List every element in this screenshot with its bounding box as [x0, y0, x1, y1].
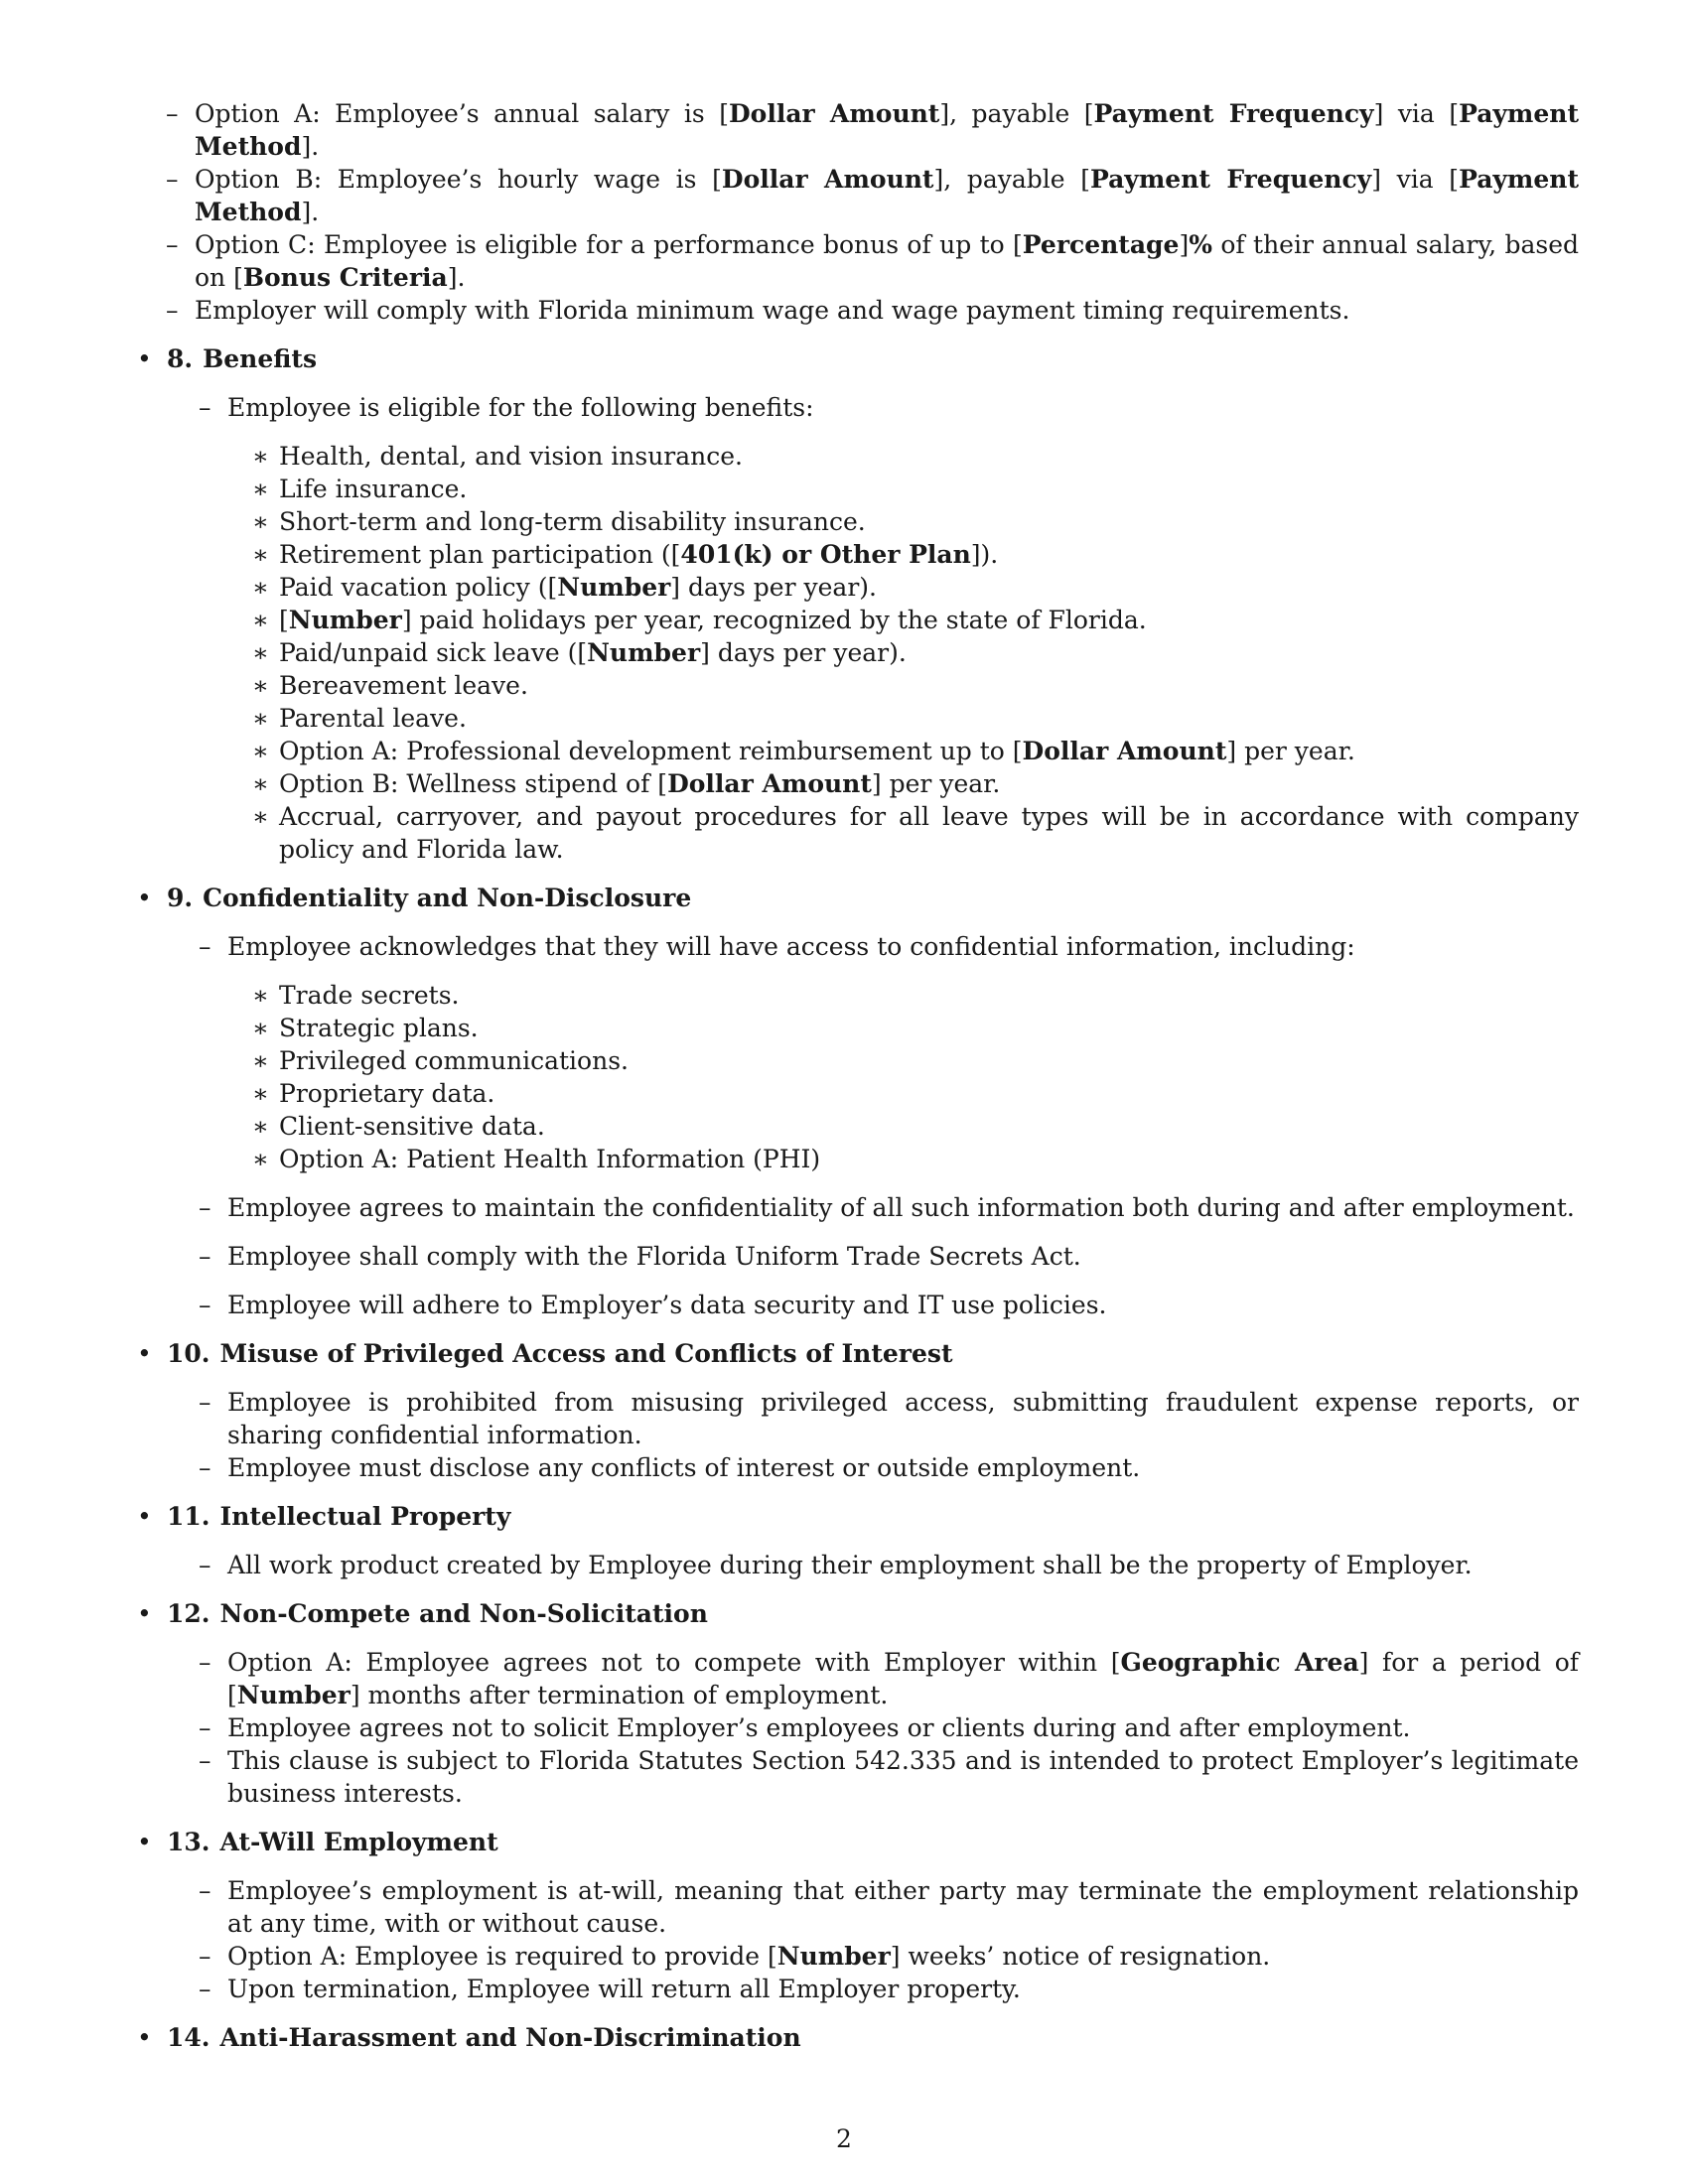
list-item: ∗ Proprietary data. — [279, 1077, 1579, 1110]
section-heading: • 14. Anti-Harassment and Non-Discrimination — [167, 2023, 801, 2052]
list-item: – Option A: Employee’s annual salary is [Dollar Amount], payable [Payment Frequency] via [Payment Method]. — [195, 97, 1579, 163]
confidential-info-sublist — [227, 979, 1579, 1175]
list-item: – Employee acknowledges that they will have access to confidential information, including: ∗ Trade secrets. ∗ Strategic plans. ∗ Privileged communications. ∗ Proprietary data. ∗ Client-sensitive data. ∗ Option A: Patient Health Information (PHI) — [227, 930, 1579, 1175]
section-heading: • 13. At-Will Employment — [167, 1828, 498, 1856]
misuse-list — [167, 1386, 1579, 1484]
list-item: – Employee agrees not to solicit Employer’s employees or clients during and after employment. — [227, 1711, 1579, 1744]
at-will-list — [167, 1874, 1579, 2005]
document-body — [134, 97, 1579, 2054]
list-item: ∗ Trade secrets. — [279, 979, 1579, 1012]
list-item: – This clause is subject to Florida Statutes Section 542.335 and is intended to protect Employer’s legitimate business interests. — [227, 1744, 1579, 1810]
list-item: ∗ Paid/unpaid sick leave ([Number] days per year). — [279, 636, 1579, 669]
list-item: – Employee must disclose any conflicts of interest or outside employment. — [227, 1451, 1579, 1484]
section-at-will-employment — [134, 1826, 1579, 2005]
section-misuse-of-access — [134, 1337, 1579, 1484]
list-item: ∗ Accrual, carryover, and payout procedures for all leave types will be in accordance with company policy and Florida law. — [279, 800, 1579, 866]
list-item: ∗ Bereavement leave. — [279, 669, 1579, 702]
list-item: – Option A: Employee agrees not to compete with Employer within [Geographic Area] for a period of [Number] months after termination of employment. — [227, 1646, 1579, 1711]
list-item: ∗ Short-term and long-term disability insurance. — [279, 505, 1579, 538]
section-heading: • 9. Confidentiality and Non-Disclosure — [167, 884, 692, 912]
ip-list — [167, 1549, 1579, 1581]
section-heading: • 8. Benefits — [167, 344, 318, 373]
list-item: – Option A: Employee is required to provide [Number] weeks’ notice of resignation. — [227, 1940, 1579, 1973]
non-compete-list — [167, 1646, 1579, 1810]
list-item: ∗ Life insurance. — [279, 473, 1579, 505]
list-item: – Employee will adhere to Employer’s data security and IT use policies. — [227, 1289, 1579, 1321]
section-heading: • 12. Non-Compete and Non-Solicitation — [167, 1599, 708, 1628]
list-item: ∗ Strategic plans. — [279, 1012, 1579, 1044]
list-item: – Employee agrees to maintain the confidentiality of all such information both during and after employment. — [227, 1191, 1579, 1224]
confidentiality-list — [167, 930, 1579, 1321]
list-item: – Employee shall comply with the Florida Uniform Trade Secrets Act. — [227, 1240, 1579, 1273]
section-benefits — [134, 342, 1579, 866]
section-non-compete — [134, 1597, 1579, 1810]
section-heading: • 11. Intellectual Property — [167, 1502, 511, 1531]
list-item: ∗ Parental leave. — [279, 702, 1579, 735]
list-item: – Employee’s employment is at-will, meaning that either party may terminate the employment relationship at any time, with or without cause. — [227, 1874, 1579, 1940]
list-item: ∗ [Number] paid holidays per year, recognized by the state of Florida. — [279, 604, 1579, 636]
list-item: ∗ Option B: Wellness stipend of [Dollar Amount] per year. — [279, 767, 1579, 800]
benefits-list — [167, 391, 1579, 866]
list-item: ∗ Option A: Professional development reimbursement up to [Dollar Amount] per year. — [279, 735, 1579, 767]
list-item: – All work product created by Employee during their employment shall be the property of Employer. — [227, 1549, 1579, 1581]
list-item: – Employee is prohibited from misusing privileged access, submitting fraudulent expense reports, or sharing confidential information. — [227, 1386, 1579, 1451]
list-item: ∗ Retirement plan participation ([401(k) or Other Plan]). — [279, 538, 1579, 571]
list-item: ∗ Health, dental, and vision insurance. — [279, 440, 1579, 473]
section-intellectual-property — [134, 1500, 1579, 1581]
list-item: ∗ Privileged communications. — [279, 1044, 1579, 1077]
list-item: ∗ Client-sensitive data. — [279, 1110, 1579, 1143]
list-item: – Upon termination, Employee will return all Employer property. — [227, 1973, 1579, 2005]
list-item: ∗ Option A: Patient Health Information (PHI) — [279, 1143, 1579, 1175]
benefits-sublist — [227, 440, 1579, 866]
list-item: – Employer will comply with Florida minimum wage and wage payment timing requirements. — [195, 294, 1579, 327]
list-item: – Option C: Employee is eligible for a performance bonus of up to [Percentage]% of their annual salary, based on [Bonus Criteria]. — [195, 228, 1579, 294]
list-item: ∗ Paid vacation policy ([Number] days per year). — [279, 571, 1579, 604]
section-anti-harassment — [134, 2021, 1579, 2054]
list-item: – Option B: Employee’s hourly wage is [Dollar Amount], payable [Payment Frequency] via [Payment Method]. — [195, 163, 1579, 228]
page-number: 2 — [836, 2124, 852, 2153]
compensation-options-list — [134, 97, 1579, 327]
section-heading: • 10. Misuse of Privileged Access and Conflicts of Interest — [167, 1339, 953, 1368]
list-item: – Employee is eligible for the following benefits: ∗ Health, dental, and vision insurance. ∗ Life insurance. ∗ Short-term and long-term disability insurance. ∗ Retirement plan participation ([401(k) or Other Plan]). ∗ Paid vacation policy ([Number] days per year). ∗ [Number] paid holidays per year, recognized by the state of Florida. ∗ Paid/unpaid sick leave ([Number] days per year). ∗ Bereavement leave. ∗ Parental leave. ∗ Option A: Professional development reimbursement up to [Dollar Amount] per year. ∗ Option B: Wellness stipend of [Dollar Amount] per year. ∗ Accrual, carryover, and payout procedures for all leave types will be in accordance with company policy and Florida law. — [227, 391, 1579, 866]
section-confidentiality — [134, 882, 1579, 1321]
